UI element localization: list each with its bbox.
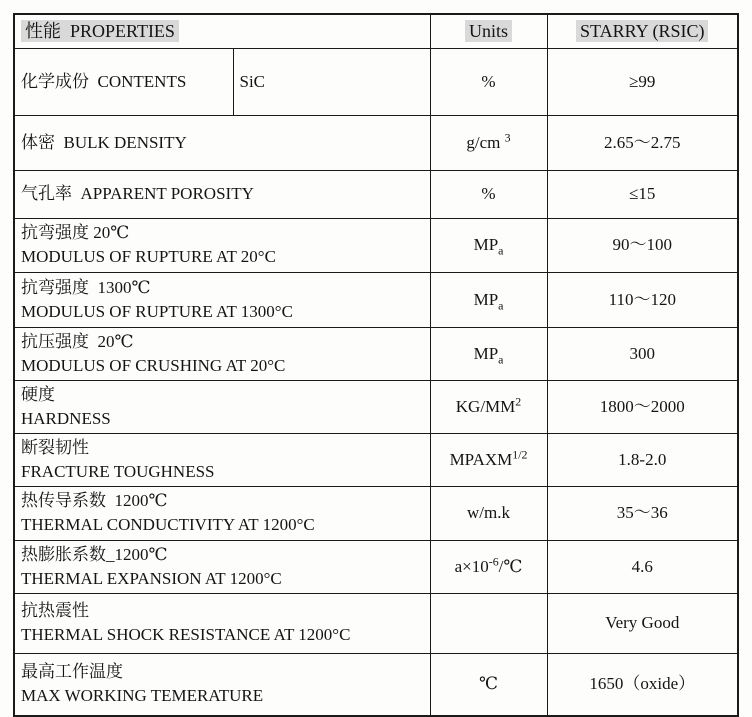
property-name-cell <box>14 170 430 218</box>
units-cell <box>430 653 547 716</box>
value-cell: 1.8-2.0 <box>547 433 738 486</box>
property-name-line: 气孔率 APPARENT POROSITY <box>21 184 254 203</box>
property-name-line: HARDNESS <box>21 408 111 428</box>
properties-header-cell <box>14 14 430 48</box>
property-name-line: THERMAL CONDUCTIVITY AT 1200°C <box>21 515 315 534</box>
property-name-line: 化学成份 CONTENTS <box>21 71 187 91</box>
units-segment: KG/MM <box>455 396 516 416</box>
property-name-cell <box>14 380 430 433</box>
property-name-line: THERMAL EXPANSION AT 1200°C <box>21 568 282 588</box>
table-row <box>14 653 738 716</box>
units-segment: ℃ <box>479 674 499 694</box>
value-cell: 4.6 <box>547 540 738 593</box>
property-name-line: 热传导系数 1200℃ <box>21 491 168 510</box>
value-cell: 110～120 <box>547 272 738 327</box>
value-cell: 1650（oxide） <box>547 653 738 716</box>
table-row <box>14 540 738 593</box>
table-row <box>14 48 738 115</box>
table-row <box>14 327 738 380</box>
units-cell <box>430 540 547 593</box>
property-name-cell <box>14 593 430 653</box>
property-name-line: THERMAL SHOCK RESISTANCE AT 1200°C <box>21 625 351 644</box>
table-row <box>14 272 738 327</box>
property-name-cell <box>14 486 430 540</box>
value-cell: Very Good <box>547 593 738 653</box>
units-cell <box>430 272 547 327</box>
units-cell <box>430 433 547 486</box>
units-cell <box>430 170 547 218</box>
units-segment: 1/2 <box>512 446 528 461</box>
properties-table <box>13 13 739 717</box>
property-name-line: MODULUS OF RUPTURE AT 20°C <box>21 247 276 266</box>
units-segment: a <box>498 297 504 312</box>
properties-header-label: 性能 PROPERTIES <box>21 20 179 42</box>
property-name-cell <box>14 272 430 327</box>
units-header-label: Units <box>465 20 512 42</box>
units-segment: w/m.k <box>467 503 510 522</box>
units-header-cell <box>430 14 547 48</box>
table-row <box>14 486 738 540</box>
property-name-cell <box>14 48 233 115</box>
table-row <box>14 218 738 272</box>
value-cell: 1800～2000 <box>547 380 738 433</box>
table-row <box>14 170 738 218</box>
value-cell: ≥99 <box>547 48 738 115</box>
units-segment: % <box>481 184 496 203</box>
table-row <box>14 115 738 170</box>
units-segment: a <box>498 351 504 366</box>
units-segment: a <box>498 243 504 258</box>
property-name-line: MODULUS OF RUPTURE AT 1300°C <box>21 301 293 321</box>
property-name-cell <box>14 115 430 170</box>
units-segment: -6 <box>488 553 499 568</box>
table-row <box>14 380 738 433</box>
property-name-cell <box>14 540 430 593</box>
units-cell <box>430 218 547 272</box>
units-segment: /℃ <box>498 556 523 576</box>
units-segment: MPAXM <box>449 449 513 469</box>
brand-header-cell <box>547 14 738 48</box>
units-segment: MP <box>473 343 499 363</box>
property-name-line: 最高工作温度 <box>21 662 123 682</box>
units-segment: 3 <box>504 129 511 144</box>
units-segment: a×10 <box>454 556 489 576</box>
table-body <box>14 48 738 716</box>
property-name-line: FRACTURE TOUGHNESS <box>21 461 215 481</box>
value-cell: 90～100 <box>547 218 738 272</box>
property-name-line: MAX WORKING TEMERATURE <box>21 686 264 706</box>
value-cell: ≤15 <box>547 170 738 218</box>
table-row <box>14 433 738 486</box>
units-cell <box>430 48 547 115</box>
units-cell <box>430 593 547 653</box>
units-cell <box>430 380 547 433</box>
property-name-line: 硬度 <box>21 384 55 404</box>
property-name-line: 断裂韧性 <box>21 437 89 457</box>
value-cell: 35～36 <box>547 486 738 540</box>
property-name-line: 抗弯强度 20℃ <box>21 223 130 242</box>
value-cell: 300 <box>547 327 738 380</box>
units-segment: MP <box>473 235 499 254</box>
property-name-line: 抗热震性 <box>21 601 89 620</box>
property-name-cell <box>14 218 430 272</box>
property-name-cell <box>14 653 430 716</box>
table-header-row <box>14 14 738 48</box>
units-cell <box>430 486 547 540</box>
property-name-line: 体密 BULK DENSITY <box>21 132 187 152</box>
property-name-line: MODULUS OF CRUSHING AT 20°C <box>21 355 286 375</box>
units-cell <box>430 115 547 170</box>
value-cell: 2.65～2.75 <box>547 115 738 170</box>
units-segment: MP <box>473 289 499 309</box>
brand-header-label: STARRY (RSIC) <box>576 20 708 42</box>
property-sub-cell: SiC <box>233 48 430 115</box>
units-segment: 2 <box>515 393 522 408</box>
property-name-line: 热膨胀系数_1200℃ <box>21 544 168 564</box>
units-cell <box>430 327 547 380</box>
property-name-line: 抗弯强度 1300℃ <box>21 277 151 297</box>
property-name-line: 抗压强度 20℃ <box>21 331 134 351</box>
table-row <box>14 593 738 653</box>
units-segment: g/cm <box>466 132 505 152</box>
units-segment: % <box>481 71 496 91</box>
property-name-cell <box>14 433 430 486</box>
property-name-cell <box>14 327 430 380</box>
